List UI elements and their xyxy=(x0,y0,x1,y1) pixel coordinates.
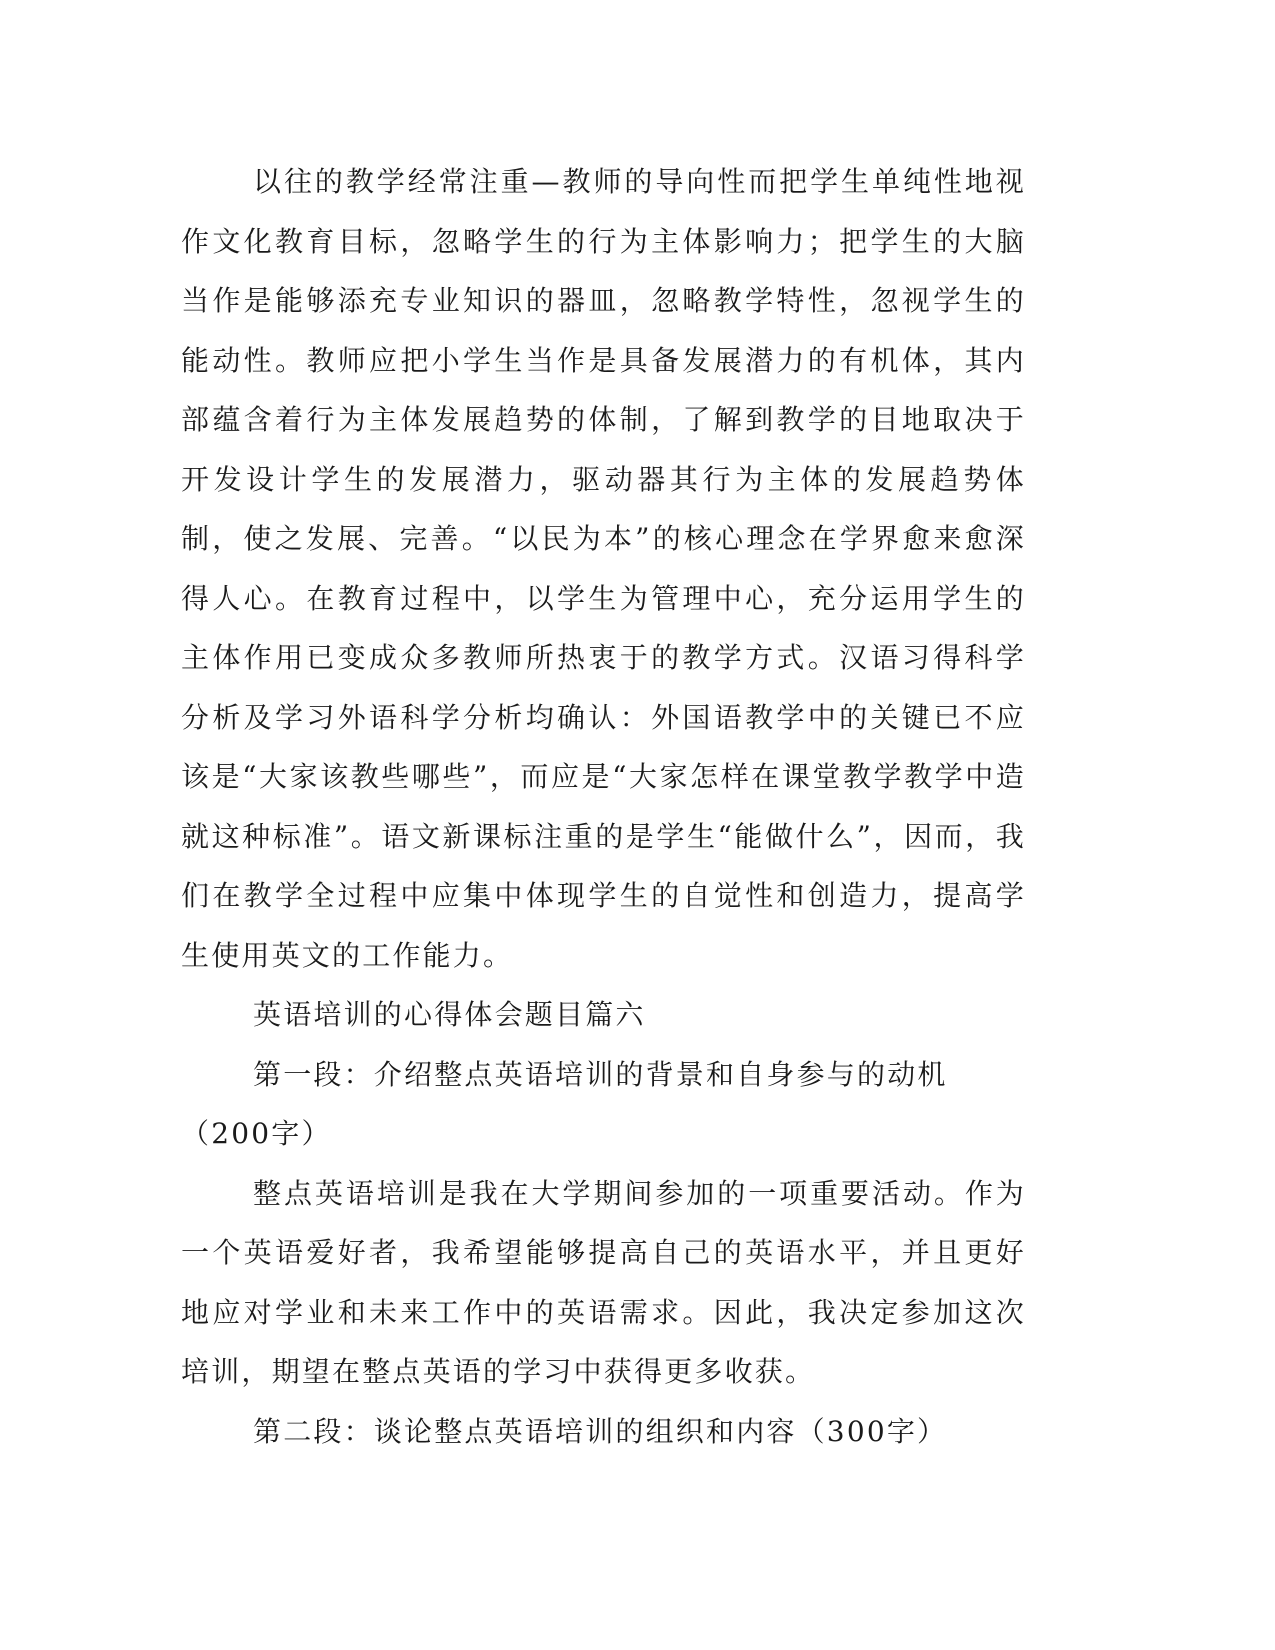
body-paragraph-intro: 整点英语培训是我在大学期间参加的一项重要活动。作为一个英语爱好者，我希望能够提高自己的英语水平，并且更好地应对学业和未来工作中的英语需求。因此，我决定参加这次培训，期望在整点英语的学习中获得更多收获。 xyxy=(181,1176,1026,1388)
subsection-heading-2: 第二段：谈论整点英语培训的组织和内容（300字） xyxy=(253,1414,948,1448)
section-title: 英语培训的心得体会题目篇六 xyxy=(253,998,646,1031)
body-paragraph-teaching: 以往的教学经常注重—教师的导向性而把学生单纯性地视作文化教育目标，忽略学生的行为主体影响力；把学生的大脑当作是能够添充专业知识的器皿，忽略教学特性，忽视学生的能动性。教师应把小学生当作是具备发展潜力的有机体，其内部蕴含着行为主体发展趋势的体制，了解到教学的目地取决于开发设计学生的发展潜力，驱动器其行为主体的发展趋势体制，使之发展、完善。“以民为本”的核心理念在学界愈来愈深得人心。在教育过程中，以学生为管理中心，充分运用学生的主体作用已变成众多教师所热衷于的教学方式。汉语习得科学分析及学习外语科学分析均确认：外国语教学中的关键已不应该是“大家该教些哪些”，而应是“大家怎样在课堂教学教学中造就这种标准”。语文新课标注重的是学生“能做什么”，因而，我们在教学全过程中应集中体现学生的自觉性和创造力，提高学生使用英文的工作能力。 xyxy=(181,165,1026,972)
subsection-heading-1: 第一段：介绍整点英语培训的背景和自身参与的动机（200字） xyxy=(181,1057,948,1150)
document-body xyxy=(181,152,1026,1461)
